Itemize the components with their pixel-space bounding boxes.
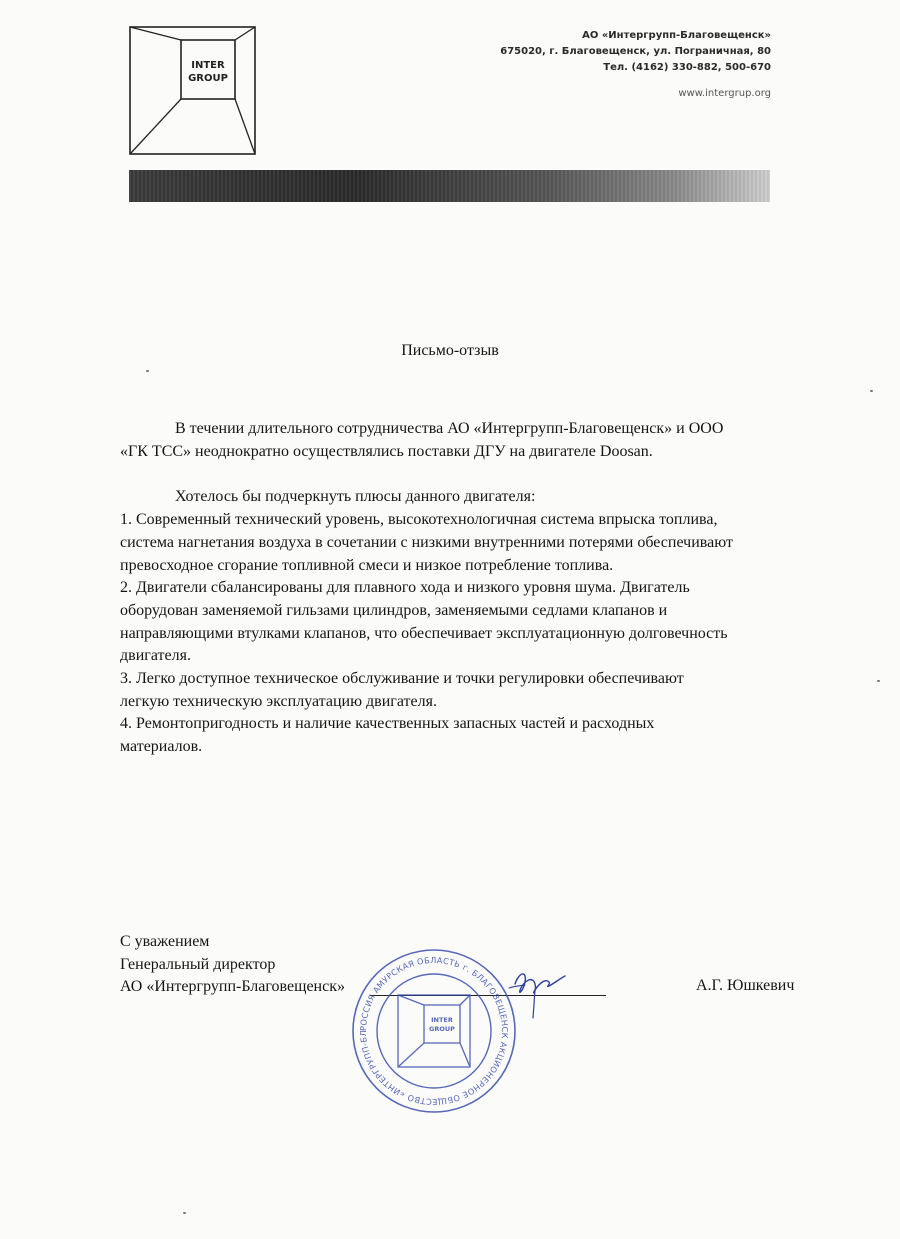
company-name: АО «Интергрупп-Благовещенск» bbox=[582, 30, 771, 41]
body-line: система нагнетания воздуха в сочетании с низкими внутренними потерями обеспечивают bbox=[120, 533, 733, 551]
company-header bbox=[500, 28, 771, 102]
company-address: 675020, г. Благовещенск, ул. Пограничная, 80 bbox=[500, 46, 771, 57]
intergroup-logo bbox=[129, 26, 256, 155]
company-website: www.intergrup.org bbox=[678, 88, 771, 99]
company-phone: Тел. (4162) 330-882, 500-670 bbox=[603, 62, 771, 73]
company-seal bbox=[350, 947, 518, 1115]
logo-text-group: GROUP bbox=[188, 73, 228, 84]
organization-text: АО «Интергрупп-Благовещенск» bbox=[120, 978, 345, 996]
body-line: 2. Двигатели сбалансированы для плавного хода и низкого уровня шума. Двигатель bbox=[120, 579, 690, 597]
body-line: оборудован заменяемой гильзами цилиндров, заменяемыми седлами клапанов и bbox=[120, 601, 668, 619]
seal-ring-text: РОССИЯ АМУРСКАЯ ОБЛАСТЬ г. БЛАГОВЕЩЕНСК АКЦИОНЕРНОЕ ОБЩЕСТВО «ИНТЕРГРУПП-БЛ bbox=[357, 954, 511, 1108]
scan-speck bbox=[870, 390, 873, 392]
seal-logo-inter: INTER bbox=[431, 1016, 453, 1024]
closing-block bbox=[120, 931, 345, 999]
signer-name: А.Г. Юшкевич bbox=[696, 977, 795, 994]
regards-text: С уважением bbox=[120, 933, 210, 950]
handwritten-signature bbox=[505, 962, 575, 1022]
scan-speck bbox=[877, 680, 880, 682]
body-line: легкую техническую эксплуатацию двигателя. bbox=[120, 692, 437, 710]
intro-line-1: В течении длительного сотрудничества АО «Интергрупп-Благовещенск» и ООО bbox=[175, 420, 724, 437]
body-line: 3. Легко доступное техническое обслуживание и точки регулировки обеспечивают bbox=[120, 670, 684, 688]
body-line: двигателя. bbox=[120, 647, 191, 665]
body-line: направляющими втулками клапанов, что обеспечивает эксплуатационную долговечность bbox=[120, 624, 728, 642]
scan-speck bbox=[146, 370, 149, 372]
position-text: Генеральный директор bbox=[120, 955, 276, 973]
body-line: 4. Ремонтопригодность и наличие качественных запасных частей и расходных bbox=[120, 715, 655, 733]
seal-logo-group: GROUP bbox=[429, 1025, 455, 1033]
body-line: 1. Современный технический уровень, высокотехнологичная система впрыска топлива, bbox=[120, 511, 718, 529]
body-line: превосходное сгорание топливной смеси и низкое потребление топлива. bbox=[120, 556, 614, 574]
scan-speck bbox=[183, 1212, 186, 1214]
letter-title: Письмо-отзыв bbox=[401, 342, 499, 359]
header-band bbox=[129, 170, 770, 202]
letter-body bbox=[120, 418, 820, 759]
intro-line-2: «ГК ТСС» неоднократно осуществлялись поставки ДГУ на двигателе Doosan. bbox=[120, 442, 653, 460]
body-line: материалов. bbox=[120, 738, 203, 756]
advantages-heading: Хотелось бы подчеркнуть плюсы данного двигателя: bbox=[175, 488, 536, 506]
logo-text-inter: INTER bbox=[191, 60, 225, 71]
